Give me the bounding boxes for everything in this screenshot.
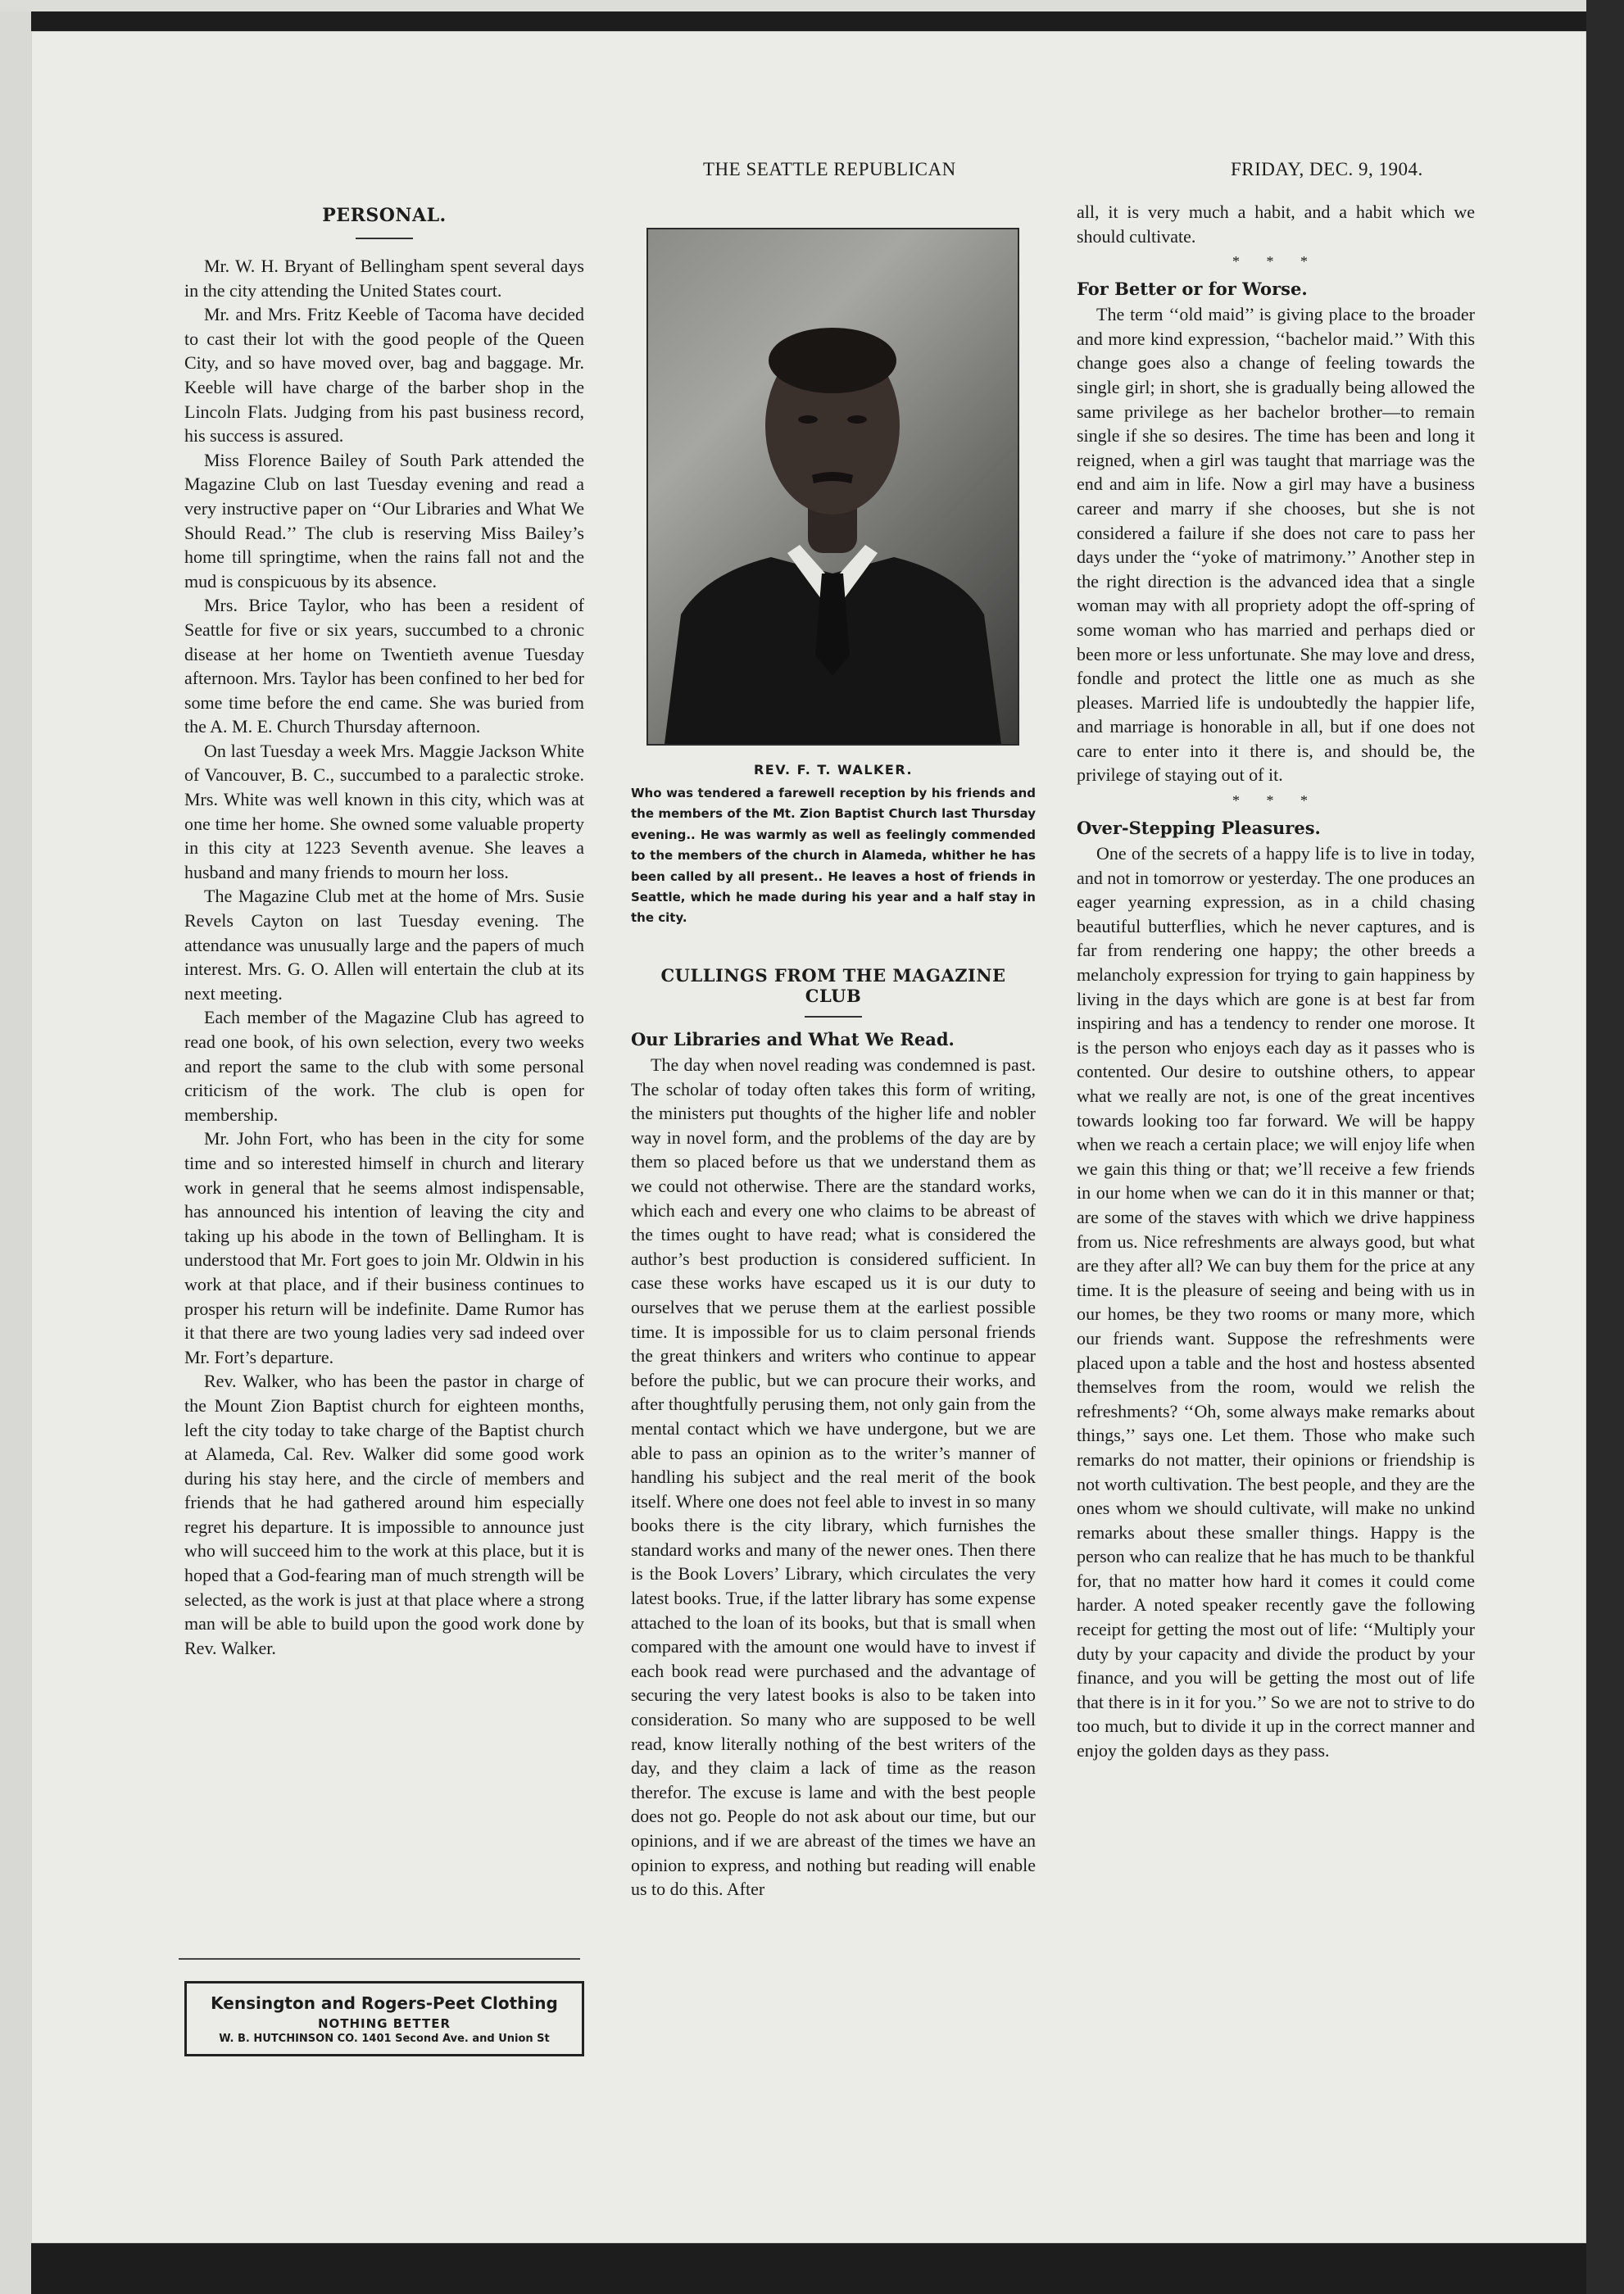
column-rule: [179, 1958, 580, 1960]
section-heading-over-stepping: Over-Stepping Pleasures.: [1077, 818, 1321, 839]
paper-name: THE SEATTLE REPUBLICAN: [703, 159, 956, 179]
portrait-figure: [648, 229, 1018, 744]
section-divider: * * *: [1232, 253, 1319, 270]
section-text-better-worse: The term ‘‘old maid’’ is giving place to the broader and more kind expression, ‘‘bachelor maid.’’ With this change goes also a change of feeling towards the single girl; in short, she is gradually being allowed the same privilege as her bachelor brother—to remain single if she so desires. The time has been and long it reigned, when a girl was taught that marriage was the end and aim in life. Now a girl may have a business career and marry if she chooses, but she is not considered a failure if she does not care to pass her days under the ‘‘yoke of matrimony.’’ Another step in the right direction is the advanced idea that a single woman may with all propriety adopt the off-spring of some woman who has married and perhaps died or been more or less unfortunate. She may love and dress, fondle and protect the little one as much as she pleases. Married life is undoubtedly the happier life, and marriage is honorable in all, but if one does not care to enter into it there is, and should be, the privilege of staying out of it.: [1077, 304, 1475, 786]
scan-right-edge: [1586, 0, 1624, 2294]
ad-title: Kensington and Rogers-Peet Clothing: [211, 1993, 558, 2013]
section-divider: * * *: [1232, 792, 1319, 809]
right-column: [1077, 200, 1475, 1763]
personal-paragraph: Rev. Walker, who has been the pastor in charge of the Mount Zion Baptist church for eighteen months, left the city today to take charge of the Baptist church at Alameda, Cal. Rev. Walker did some good work during his stay here, and the circle of members and friends that he had gathered around him especially regret his departure. It is impossible to announce just who will succeed him to the work at this place, but it is hoped that a God-fearing man of much strength will be selected, as the work is just at that place where a strong man will be able to build upon the good work done by Rev. Walker.: [184, 1371, 584, 1658]
heading-rule: [805, 1016, 862, 1018]
ad-slogan: NOTHING BETTER: [317, 2016, 451, 2031]
cullings-column: [631, 965, 1036, 1902]
portrait-caption: Who was tendered a farewell reception by his friends and the members of the Mt. Zion Baptist Church last Thursday evening.. He was warmly as well as feelingly commended to the members of the church in Alameda, whither he has been called by all present.. He leaves a host of friends in Seattle, which he made during his year and a half stay in the city.: [631, 786, 1036, 926]
clothing-advertisement: [184, 1981, 584, 2056]
issue-date: FRIDAY, DEC. 9, 1904.: [1231, 159, 1423, 179]
cullings-subheading: Our Libraries and What We Read.: [631, 1029, 955, 1050]
personal-paragraph: Mr. W. H. Bryant of Bellingham spent several days in the city attending the United States court.: [184, 256, 584, 301]
portrait-photo: [648, 229, 1018, 744]
personal-paragraph: Mr. John Fort, who has been in the city for some time and so interested himself in church and literary work in general that he seems almost indispensable, has announced his intention of leaving the city and taking up his abode in the town of Bellingham. It is understood that Mr. Fort goes to join Mr. Oldwin in his work at that place, and if their business continues to prosper his return will be indefinite. Dame Rumor has it that there are two young ladies very sad indeed over Mr. Fort’s departure.: [184, 1128, 584, 1367]
scan-left-edge: [0, 11, 31, 2294]
section-heading-better-worse: For Better or for Worse.: [1077, 279, 1308, 300]
personal-paragraph: Each member of the Magazine Club has agreed to read one book, of his own selection, every two weeks and report the same to the club with some personal criticism of the work. The club is open for membership.: [184, 1007, 584, 1125]
continued-text: all, it is very much a habit, and a habit which we should cultivate.: [1077, 202, 1475, 247]
ad-address: W. B. HUTCHINSON CO. 1401 Second Ave. and Union St: [219, 2033, 550, 2045]
personal-paragraph: Mrs. Brice Taylor, who has been a resident of Seattle for five or six years, succumbed to a chronic disease at her home on Twentieth avenue Tuesday afternoon. Mrs. Taylor has been confined to her bed for some time before the end came. She was buried from the A. M. E. Church Thursday afternoon.: [184, 595, 584, 737]
section-text-over-stepping: One of the secrets of a happy life is to live in today, and not in tomorrow or yesterday. The one produces an eager yearning expression, as in a child chasing beautiful butterflies, which he never captures, and is far from rendering one happy; the other breeds a melancholy expression for trying to gain happiness by living in the days which are gone is at best far from inspiring and has a tendency to render one morose. It is the person who enjoys each day as it passes who is contented. Our desire to outshine others, to appear what we really are not, is one of the great incentives towards looking too far forward. We will be happy when we reach a certain place; we will enjoy life when we gain this thing or that; we’ll receive a few friends in our home when we can do it in this manner or that; are some of the staves with which we drive happiness from us. Nice refreshments are always good, but what are they after all? We can buy them for the price at any time. It is the pleasure of seeing and being with us in our homes, be they two rooms or many more, which our friends want. Suppose the refreshments were placed upon a table and the host and hostess absented themselves from the room, would we relish the refreshments? ‘‘Oh, some always make remarks about things,’’ says one. Let them. Those who make such remarks do not matter, their opinions or friendship is not worth cultivation. The best people, and they are the ones whom we should cultivate, will make no unkind remarks about these smaller things. Happy is the person who can realize that he has much to be thankful for, that no matter how hard it comes it could come harder. A noted speaker recently gave the following receipt for getting the most out of life: ‘‘Multiply your duty by your capacity and divide the product by your finance, and you will be getting the most out of life that there is in it for you.’’ So we are not to strive to do too much, but to divide it up in the correct manner and enjoy the golden days as they pass.: [1077, 843, 1475, 1761]
cullings-paragraph: The day when novel reading was condemned is past. The scholar of today often takes this form of writing, the ministers put thoughts of the higher life and nobler way in novel form, and the problems of the day are by them so placed before us that we understand them as we could not otherwise. There are the standard works, which each and every one who claims to be abreast of the times ought to have read; what is considered the author’s best production is considered sufficient. In case these works have escaped us it is our duty to ourselves that we peruse them at the earliest possible time. It is impossible for us to claim personal friends the great thinkers and writers who continue to appear before the public, but we can procure their works, and after thoughtfully perusing them, not only gain from the mental contact which we have undergone, but we are able to pass an opinion as to the writer’s manner of handling his subject and the real merit of the book itself. Where one does not feel able to invest in so many books there is the city library, which furnishes the standard works and many of the newer ones. Then there is the Book Lovers’ Library, which circulates the very latest books. True, if the latter library has some expense attached to the loan of its books, but that is small when compared with the amount one would have to invest if each book read were purchased and the advantage of securing the very latest books is also to be taken into consideration. So many who are supposed to be well read, know literally nothing of the best writers of the day, and they claim a lack of time as the reason therefor. The excuse is lame and with the best people does not go. People do not ask about our time, but our opinions, and if we are abreast of the times we have an opinion to express, and nothing but reading will enable us to do this. After: [631, 1054, 1036, 1900]
personal-heading: PERSONAL.: [322, 205, 447, 226]
scan-top-edge: [0, 0, 1624, 11]
personal-paragraph: Miss Florence Bailey of South Park attended the Magazine Club on last Tuesday evening and read a very instructive paper on ‘‘Our Libraries and What We Should Read.’’ The club is reserving Miss Bailey’s home till springtime, when the rains fall not and the mud is conspicuous by its absence.: [184, 449, 584, 592]
personal-column: [184, 205, 584, 1660]
heading-rule: [356, 238, 413, 239]
portrait-name: REV. F. T. WALKER.: [753, 762, 914, 778]
personal-paragraph: The Magazine Club met at the home of Mrs. Susie Revels Cayton on last Tuesday evening. The attendance was unusually large and the papers of much interest. Mrs. G. O. Allen will entertain the club at its next meeting.: [184, 886, 584, 1004]
cullings-heading: CULLINGS FROM THE MAGAZINE CLUB: [660, 965, 1006, 1006]
personal-paragraph: On last Tuesday a week Mrs. Maggie Jackson White of Vancouver, B. C., succumbed to a paralectic stroke. Mrs. White was well known in this city, which was at one time her home. She owned some valuable property in this city at 1223 Seventh avenue. She leaves a husband and many friends to mourn her loss.: [184, 740, 584, 882]
personal-paragraph: Mr. and Mrs. Fritz Keeble of Tacoma have decided to cast their lot with the good people of the Queen City, and so have moved over, bag and baggage. Mr. Keeble will have charge of the barber shop in the Lincoln Flats. Judging from his past business record, his success is assured.: [184, 304, 584, 447]
